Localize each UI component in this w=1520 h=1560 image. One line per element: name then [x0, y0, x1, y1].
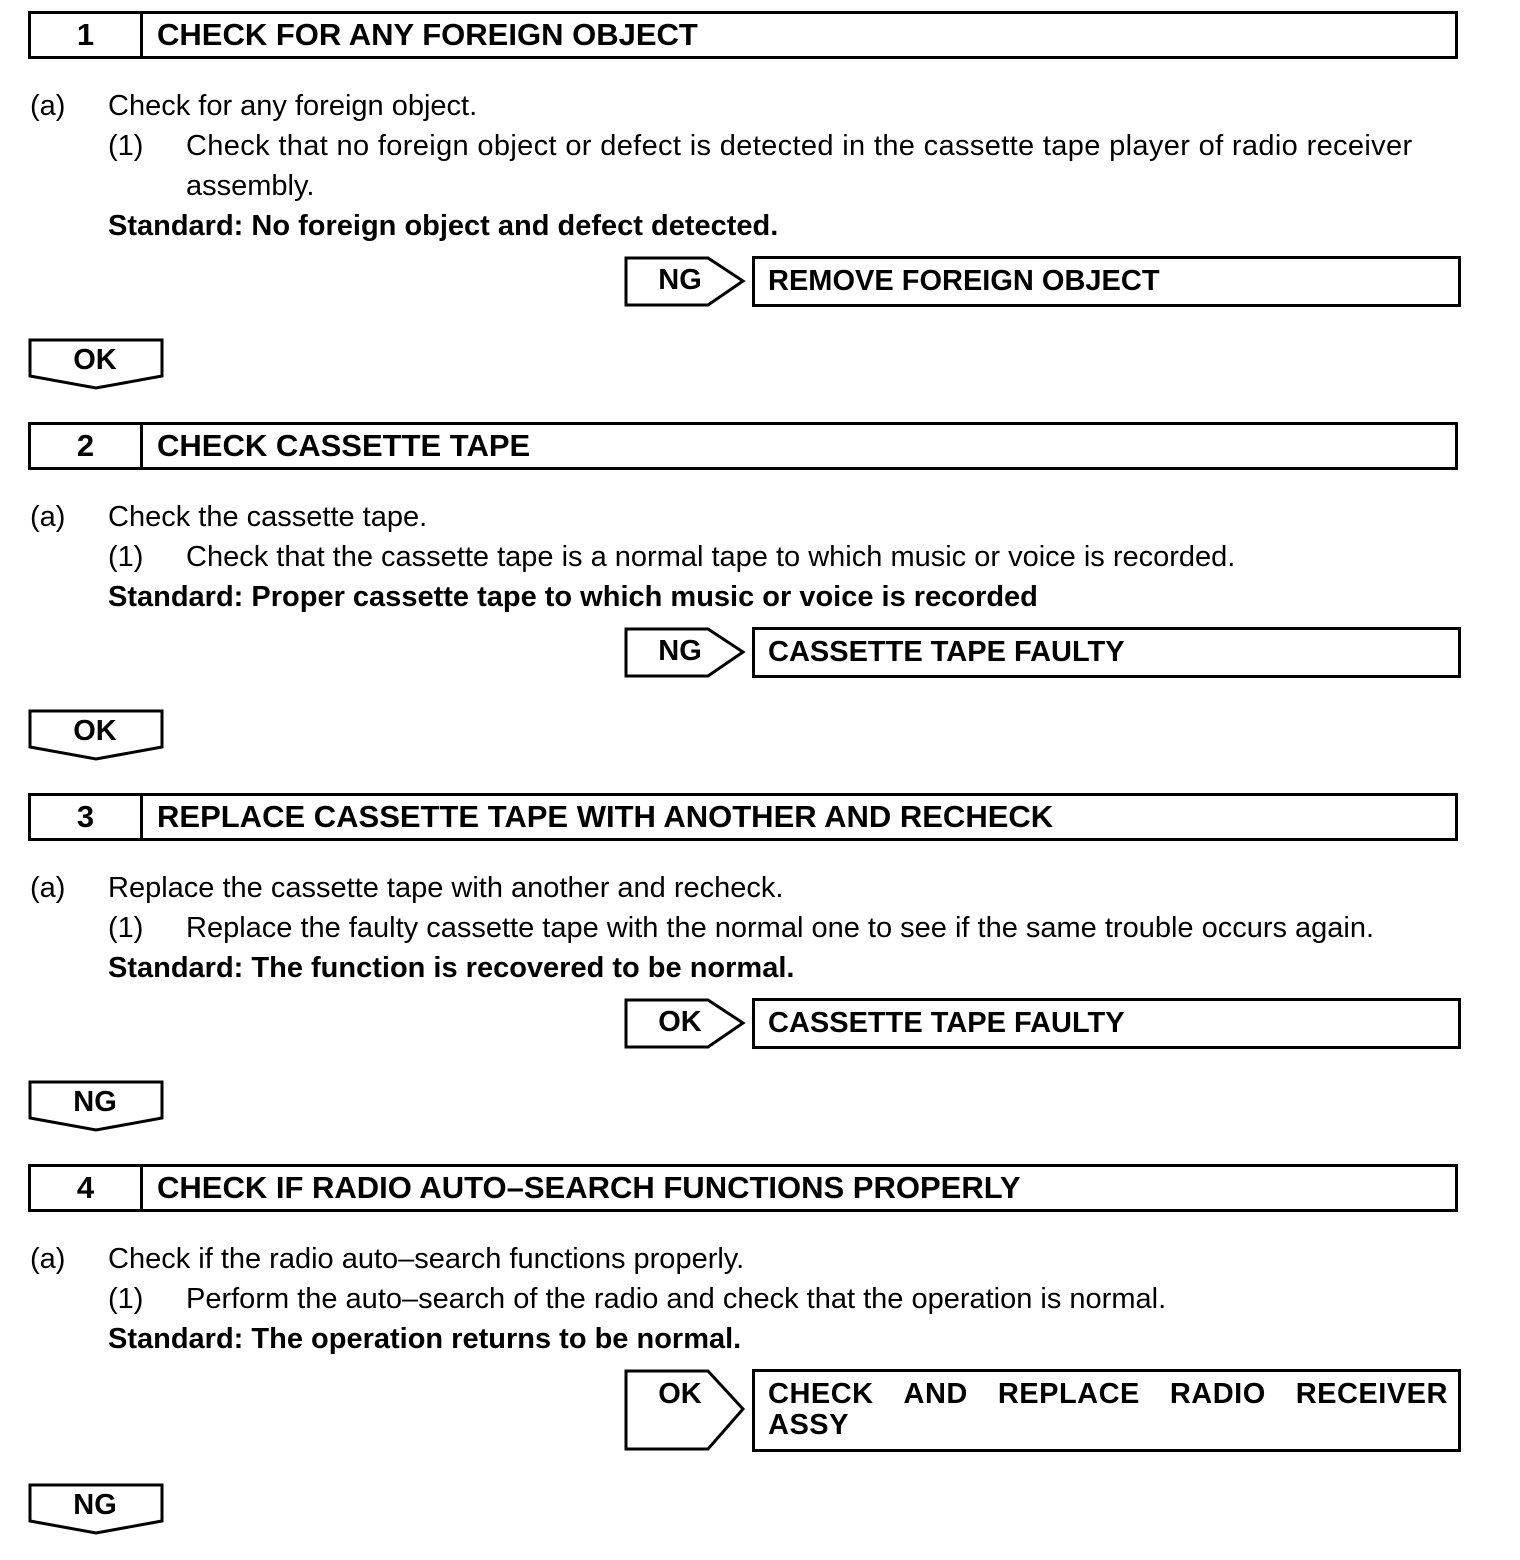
tag-label: NG	[73, 1086, 117, 1118]
result-word: RADIO	[1169, 1378, 1266, 1410]
result-label: OK	[658, 1006, 702, 1038]
step-4-header	[28, 1164, 1458, 1212]
step-number: 1	[31, 14, 143, 56]
standard-text: Standard: The operation returns to be normal.	[108, 1323, 742, 1355]
item-label: (a)	[30, 872, 66, 904]
flow-tag	[28, 1080, 166, 1132]
step-title: CHECK IF RADIO AUTO–SEARCH FUNCTIONS PROPERLY	[157, 1170, 1021, 1205]
sub-item-text: Replace the faulty cassette tape with the normal one to see if the same trouble occurs again.	[186, 912, 1375, 944]
flow-tag	[28, 709, 166, 761]
item-label: (a)	[30, 501, 66, 533]
sub-item-text-cont: assembly.	[186, 170, 315, 202]
result-action	[752, 1369, 1461, 1452]
result-label: OK	[658, 1378, 702, 1410]
sub-item-label: (1)	[108, 1283, 144, 1315]
result-word: REPLACE	[997, 1378, 1140, 1410]
flow-tag	[28, 338, 166, 390]
step-3-header	[28, 793, 1458, 841]
result-word: AND	[903, 1378, 968, 1410]
result-label: NG	[658, 635, 702, 667]
tag-label: OK	[73, 344, 117, 376]
step-number: 3	[31, 796, 143, 838]
standard-text: Standard: Proper cassette tape to which music or voice is recorded	[108, 581, 1038, 613]
step-number: 2	[31, 425, 143, 467]
sub-item-text: Perform the auto–search of the radio and check that the operation is normal.	[186, 1283, 1167, 1315]
item-text: Check if the radio auto–search functions properly.	[108, 1243, 745, 1275]
step-title: CHECK CASSETTE TAPE	[157, 428, 531, 463]
step-number: 4	[31, 1167, 143, 1209]
step-2-header	[28, 422, 1458, 470]
result-label: NG	[658, 264, 702, 296]
tag-label: OK	[73, 715, 117, 747]
item-label: (a)	[30, 90, 66, 122]
result-action-line-1	[768, 1379, 1448, 1410]
result-word: RECEIVER	[1295, 1378, 1448, 1410]
flow-tag	[28, 1483, 166, 1535]
tag-label: NG	[73, 1489, 117, 1521]
sub-item-text: Check that no foreign object or defect is detected in the cassette tape player of radio receiver	[186, 130, 1413, 162]
step-title: CHECK FOR ANY FOREIGN OBJECT	[157, 17, 698, 52]
step-title: REPLACE CASSETTE TAPE WITH ANOTHER AND RECHECK	[157, 799, 1054, 834]
result-action: REMOVE FOREIGN OBJECT	[752, 256, 1461, 307]
item-text: Check the cassette tape.	[108, 501, 428, 533]
result-action: CASSETTE TAPE FAULTY	[752, 998, 1461, 1049]
result-word: CHECK	[768, 1378, 874, 1410]
result-action-line-2: ASSY	[768, 1409, 849, 1441]
sub-item-label: (1)	[108, 541, 144, 573]
item-text: Check for any foreign object.	[108, 90, 478, 122]
sub-item-label: (1)	[108, 130, 144, 162]
sub-item-label: (1)	[108, 912, 144, 944]
standard-text: Standard: No foreign object and defect detected.	[108, 210, 779, 242]
result-action: CASSETTE TAPE FAULTY	[752, 627, 1461, 678]
item-label: (a)	[30, 1243, 66, 1275]
standard-text: Standard: The function is recovered to be normal.	[108, 952, 795, 984]
item-text: Replace the cassette tape with another and recheck.	[108, 872, 784, 904]
sub-item-text: Check that the cassette tape is a normal tape to which music or voice is recorded.	[186, 541, 1236, 573]
step-1-header	[28, 11, 1458, 59]
